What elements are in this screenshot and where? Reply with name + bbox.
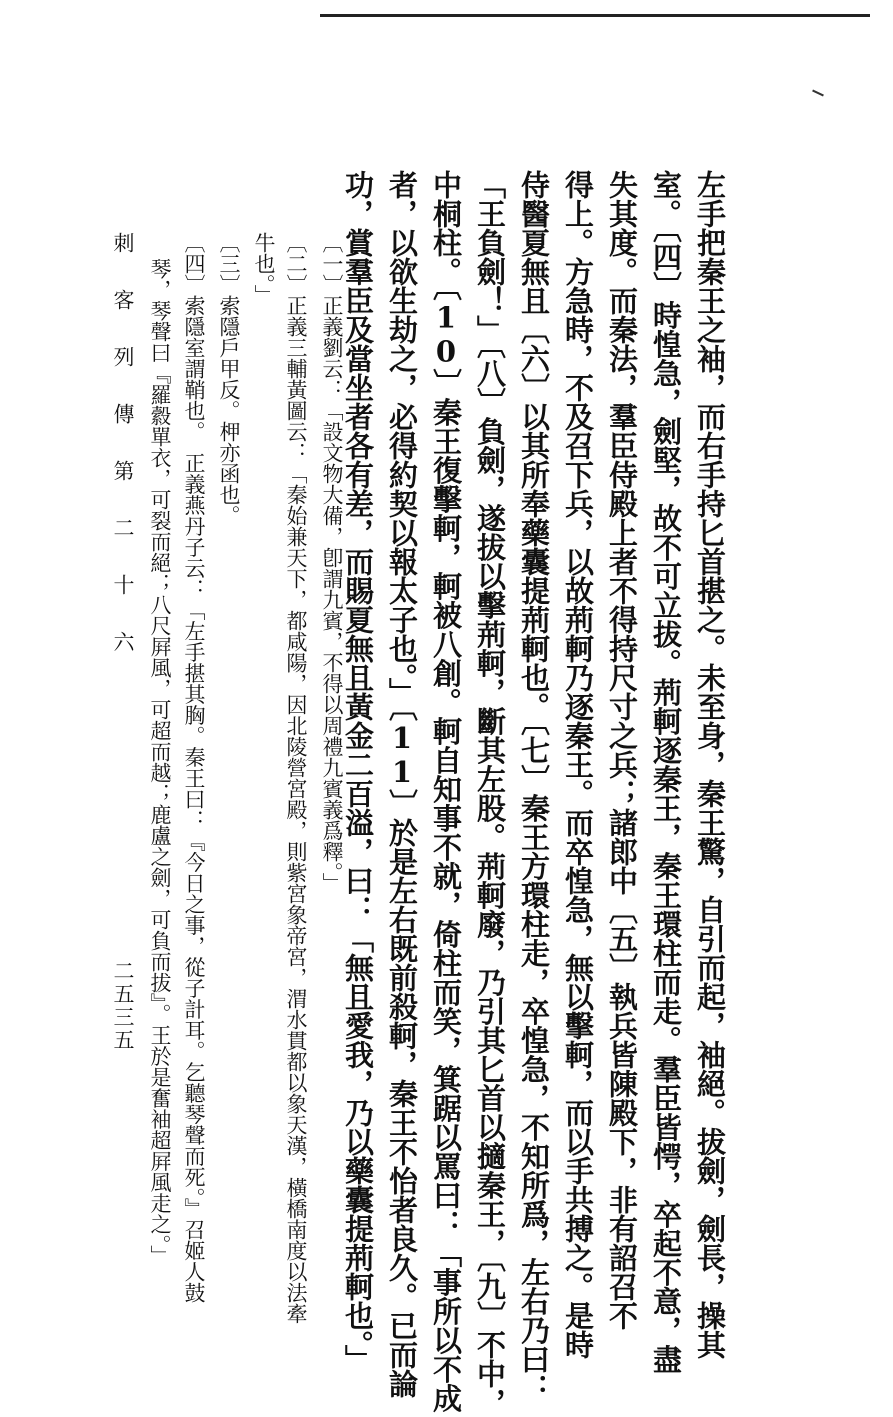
main-text-column-5: 侍醫夏無且〔六〕以其所奉藥囊提荊軻也。〔七〕秦王方環柱走，卒惶急，不知所爲，左右乃曰： (517, 170, 551, 1403)
main-text-column-3: 失其度。而秦法，羣臣侍殿上者不得持尺寸之兵；諸郎中〔五〕執兵皆陳殿下，非有詔召不 (605, 170, 639, 1330)
main-text-column-7: 中桐柱。〔10〕秦王復擊軻，軻被八創。軻自知事不就，倚柱而笑，箕踞以罵曰：「事所以不成 (429, 170, 463, 1413)
main-text-column-4: 得上。方急時，不及召下兵，以故荊軻乃逐秦王。而卒惶急，無以擊軻，而以手共搏之。是時 (561, 170, 595, 1359)
main-text-column-6: 「王負劍！」〔八〕負劍，遂拔以擊荊軻，斷其左股。荊軻廢，乃引其匕首以擿秦王，〔九〕不中， (473, 170, 507, 1417)
note-3: 〔三〕索隱戶甲反。柙亦函也。 (217, 232, 241, 526)
running-title: 刺 客 列 傳 第 二 十 六 (111, 232, 135, 658)
main-text-column-1: 左手把秦王之袖，而右手持匕首揕之。未至身，秦王驚，自引而起，袖絕。拔劍，劍長，操其 (693, 170, 727, 1359)
note-4-continued: 琴，琴聲曰『羅縠單衣，可裂而絕；八尺屛風，可超而越；鹿盧之劍，可負而拔』。王於是奮袖超屛風走之。」 (148, 258, 172, 1266)
main-text-column-2: 室。〔四〕時惶急，劍堅，故不可立拔。荊軻逐秦王，秦王環柱而走。羣臣皆愕，卒起不意，盡 (649, 170, 683, 1374)
scan-mark (812, 90, 824, 97)
note-1: 〔一〕正義劉云：「設文物大備，卽謂九賓，不得以周禮九賓義爲釋。」 (320, 232, 344, 894)
note-2-continued: 牛也。」 (252, 232, 276, 306)
top-rule (320, 14, 870, 17)
note-2: 〔二〕正義三輔黃圖云：「秦始兼天下，都咸陽，因北陵營宮殿，則紫宮象帝宮，渭水貫都以象天漢，橫橋南度以法牽 (284, 232, 308, 1324)
note-4: 〔四〕索隱室謂鞘也。 正義燕丹子云：「左手揕其胸。秦王曰：『今日之事，從子計耳。乞聽琴聲而死。』召姬人鼓 (182, 232, 206, 1303)
main-text-column-9: 功，賞羣臣及當坐者各有差，而賜夏無且黃金二百溢，曰：「無且愛我，乃以藥囊提荊軻也。」 (341, 170, 375, 1374)
main-text-column-8: 者，以欲生劫之，必得約契以報太子也。」〔11〕於是左右既前殺軻，秦王不怡者良久。已而論 (385, 170, 419, 1398)
page-number: 二五三五 (111, 960, 135, 1052)
